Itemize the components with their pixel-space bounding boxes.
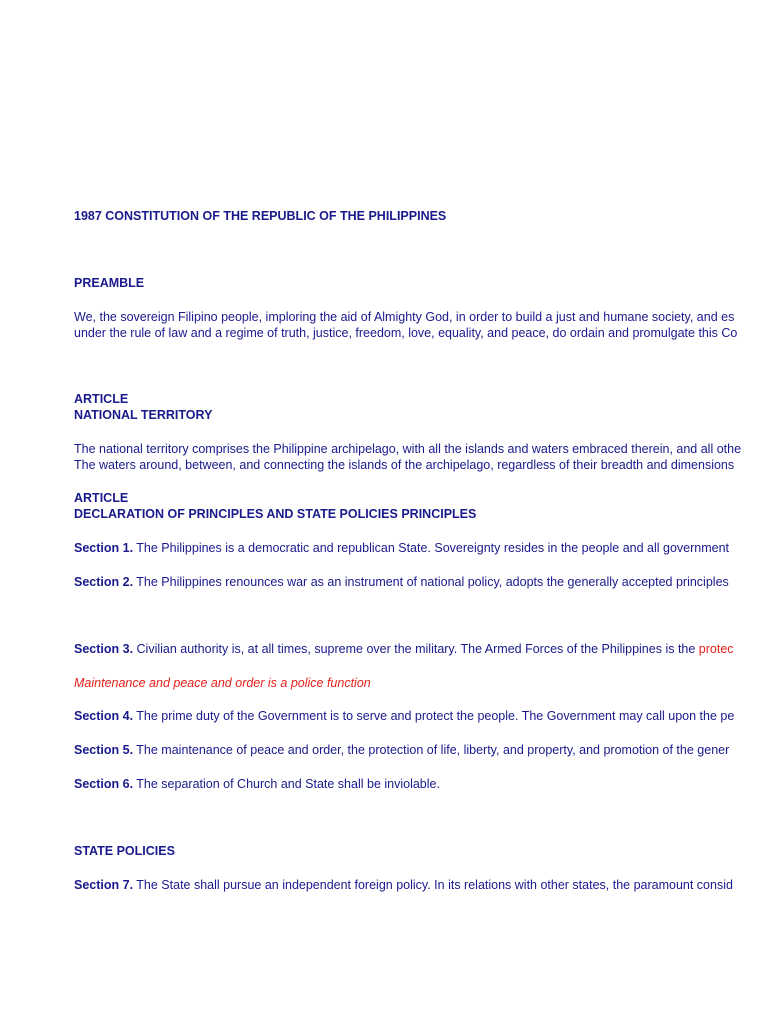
- section-5: [74, 742, 729, 758]
- section-1-label: Section 1.: [74, 541, 134, 555]
- section-4-label: Section 4.: [74, 709, 134, 723]
- preamble-line-2: under the rule of law and a regime of truth, justice, freedom, love, equality, and peace, do ordain and promulgate this Co: [74, 326, 738, 340]
- state-policies-heading: STATE POLICIES: [74, 844, 175, 858]
- section-4-text: The prime duty of the Government is to serve and protect the people. The Government may call upon the pe: [133, 709, 735, 723]
- section-3-label: Section 3.: [74, 642, 134, 656]
- section-7-label: Section 7.: [74, 878, 134, 892]
- article-1-line-1: The national territory comprises the Philippine archipelago, with all the islands and waters embraced therein, and all othe: [74, 442, 742, 456]
- section-7-text: The State shall pursue an independent foreign policy. In its relations with other states, the paramount consid: [133, 878, 733, 892]
- section-5-label: Section 5.: [74, 743, 134, 757]
- document-title: 1987 CONSTITUTION OF THE REPUBLIC OF THE PHILIPPINES: [74, 209, 447, 223]
- section-6-text: The separation of Church and State shall be inviolable.: [133, 777, 440, 791]
- article-1-line-2: The waters around, between, and connecting the islands of the archipelago, regardless of their breadth and dimensions: [74, 458, 735, 472]
- section-1: [74, 540, 729, 556]
- section-3: [74, 641, 734, 657]
- section-1-text: The Philippines is a democratic and republican State. Sovereignty resides in the people and all government: [133, 541, 730, 555]
- article-2-label: ARTICLE: [74, 491, 129, 505]
- section-6: [74, 776, 440, 792]
- section-3-text: Civilian authority is, at all times, supreme over the military. The Armed Forces of the Philippines is the: [133, 642, 699, 656]
- section-4: [74, 708, 734, 724]
- preamble-heading: PREAMBLE: [74, 276, 145, 290]
- section-2: [74, 574, 729, 590]
- section-7: [74, 877, 733, 893]
- preamble-line-1: We, the sovereign Filipino people, imploring the aid of Almighty God, in order to build a just and humane society, and es: [74, 310, 735, 324]
- section-2-label: Section 2.: [74, 575, 134, 589]
- section-6-label: Section 6.: [74, 777, 134, 791]
- section-5-text: The maintenance of peace and order, the protection of life, liberty, and property, and promotion of the gener: [133, 743, 730, 757]
- article-2-title: DECLARATION OF PRINCIPLES AND STATE POLICIES PRINCIPLES: [74, 507, 477, 521]
- section-2-text: The Philippines renounces war as an instrument of national policy, adopts the generally accepted principles: [133, 575, 729, 589]
- police-function-annotation: Maintenance and peace and order is a police function: [74, 676, 371, 690]
- section-3-highlight: protec: [698, 642, 734, 656]
- article-1-title: NATIONAL TERRITORY: [74, 408, 213, 422]
- article-1-label: ARTICLE: [74, 392, 129, 406]
